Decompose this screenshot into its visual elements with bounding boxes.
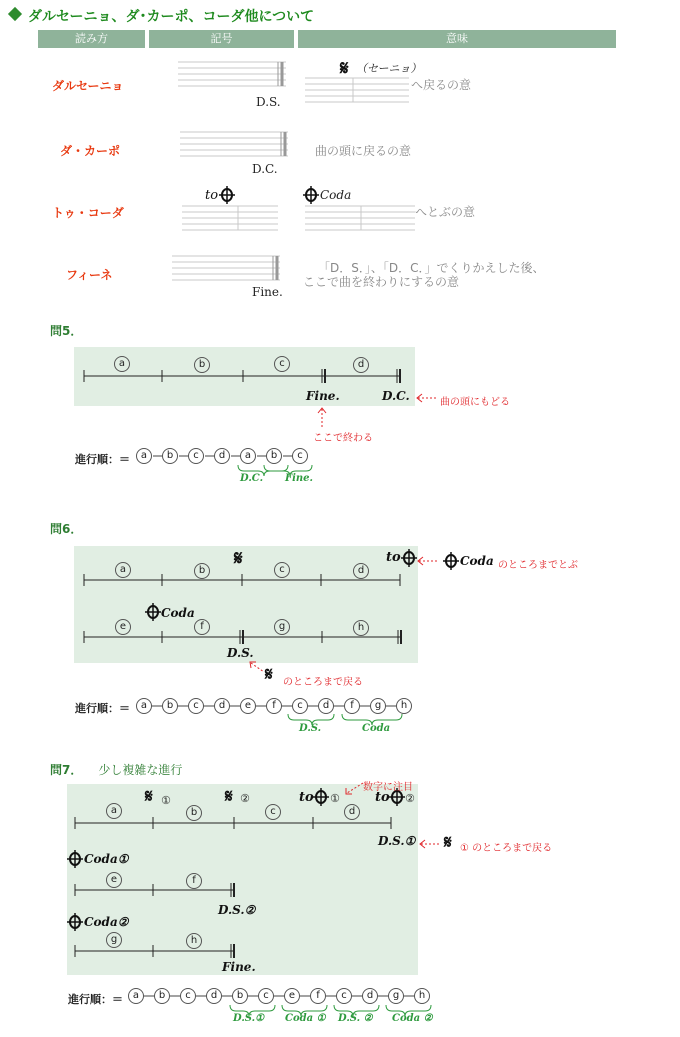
bar-label: d: [353, 357, 369, 373]
segno-icon: 𝄋: [145, 786, 153, 807]
arrow-icon: [316, 405, 328, 431]
arrow-icon: [414, 392, 440, 404]
bar-label: b: [186, 805, 202, 821]
order-item: c: [188, 448, 204, 464]
bar-label: a: [115, 562, 131, 578]
bar-label: a: [114, 356, 130, 372]
staff-dc: [180, 128, 292, 164]
brace-label: D.S.: [299, 723, 322, 734]
dc-label: D.C.: [252, 162, 278, 176]
bar-label: d: [353, 563, 369, 579]
order-item: b: [162, 448, 178, 464]
to-coda-label: to: [386, 550, 401, 565]
fine-label: Fine.: [252, 285, 283, 299]
order-item: c: [292, 698, 308, 714]
bar-label: e: [115, 619, 131, 635]
order-item: a: [136, 448, 152, 464]
term-fine: フィーネ: [66, 268, 113, 282]
staff-coda: [305, 202, 417, 238]
q7-number: 問7．: [50, 763, 83, 777]
order-item: f: [344, 698, 360, 714]
note-segno: のところまで戻る: [283, 677, 363, 688]
coda-label: Coda: [460, 554, 494, 568]
segno-num: ①: [161, 794, 171, 807]
order-item: d: [318, 698, 334, 714]
bar-label: a: [106, 803, 122, 819]
order-item: d: [214, 698, 230, 714]
coda-icon: [67, 913, 83, 931]
note-num: 数字に注目: [363, 782, 413, 793]
dc-mark: D.C.: [382, 389, 410, 403]
order-item: c: [292, 448, 308, 464]
order-item: h: [396, 698, 412, 714]
brace-label: D.S. ②: [338, 1013, 373, 1024]
order-item: h: [414, 988, 430, 1004]
arrow-icon: [343, 780, 365, 796]
coda-icon: [443, 552, 459, 570]
order-item: d: [206, 988, 222, 1004]
segno-icon: 𝄋: [444, 832, 452, 853]
order-label: 進行順：＝: [75, 702, 130, 715]
header-meaning: 意味: [298, 30, 616, 48]
brace-label: D.S.①: [233, 1013, 265, 1024]
to-label: to: [375, 790, 390, 805]
bar-label: c: [265, 804, 281, 820]
brace-label: Coda ①: [285, 1013, 326, 1024]
segno-icon: 𝄋: [225, 786, 233, 807]
bar-label: h: [353, 620, 369, 636]
bar-label: f: [186, 873, 202, 889]
order-item: f: [310, 988, 326, 1004]
segno-icon: 𝄋: [234, 546, 243, 570]
order-item: f: [266, 698, 282, 714]
brace-label: Coda ②: [392, 1013, 433, 1024]
fine-mark: Fine.: [306, 389, 340, 403]
arrow-icon: [248, 660, 266, 674]
bar-label: g: [274, 619, 290, 635]
brace-label: Fine.: [285, 473, 314, 484]
q7-label: [50, 761, 182, 778]
note-dc: 曲の頭にもどる: [440, 397, 510, 408]
term-to-coda: トゥ・コーダ: [52, 206, 124, 220]
staff-fine: [172, 252, 284, 288]
order-item: a: [128, 988, 144, 1004]
ds1-mark: D.S.①: [378, 834, 416, 848]
order-item: d: [214, 448, 230, 464]
arrow-icon: [417, 838, 443, 850]
order-item: e: [240, 698, 256, 714]
q5-label: 問5．: [50, 324, 83, 338]
note-fine: ここで終わる: [313, 433, 373, 444]
bar-label: d: [344, 804, 360, 820]
brace-label: D.C.: [240, 473, 264, 484]
coda2-label: Coda②: [84, 915, 129, 929]
meaning-fine-2: ここで曲を終わりにするの意: [303, 275, 460, 289]
segno-icon: 𝄋: [340, 56, 349, 80]
fine-mark: Fine.: [222, 960, 256, 974]
bar-label: e: [106, 872, 122, 888]
header-reading: 読み方: [38, 30, 145, 48]
staff-to-coda: [182, 202, 280, 238]
to-label: to: [205, 188, 219, 203]
segno-icon: 𝄋: [265, 664, 273, 685]
meaning-ds: へ戻るの意: [411, 78, 472, 92]
bar-label: f: [194, 619, 210, 635]
order-item: c: [188, 698, 204, 714]
coda-label: Coda: [320, 188, 352, 202]
to-num: ①: [330, 792, 340, 805]
coda-label: Coda: [161, 606, 195, 620]
ds2-mark: D.S.②: [218, 903, 256, 917]
bar-label: c: [274, 562, 290, 578]
note-coda: のところまでとぶ: [498, 560, 578, 571]
meaning-dc: 曲の頭に戻るの意: [315, 144, 412, 158]
order-item: b: [232, 988, 248, 1004]
coda-icon: [67, 850, 83, 868]
q7-subtitle: 少し複雑な進行: [98, 763, 183, 777]
note-segno: ① のところまで戻る: [460, 843, 553, 854]
bar-label: b: [194, 563, 210, 579]
term-da-capo: ダ・カーポ: [60, 144, 121, 158]
order-item: e: [284, 988, 300, 1004]
coda-icon: [145, 603, 161, 621]
order-label: 進行順：＝: [68, 993, 123, 1006]
header-symbol: 記号: [149, 30, 294, 48]
order-label: 進行順：＝: [75, 453, 130, 466]
order-item: c: [336, 988, 352, 1004]
ds-mark: D.S.: [227, 646, 254, 660]
brace-label: Coda: [362, 723, 391, 734]
bar-label: g: [106, 932, 122, 948]
to-label: to: [299, 790, 314, 805]
q6-label: 問6．: [50, 522, 83, 536]
order-item: a: [136, 698, 152, 714]
order-item: b: [162, 698, 178, 714]
staff-ds: [178, 58, 290, 98]
page-title: ダルセーニョ、ダ･カーポ、コーダ他について: [28, 9, 315, 25]
order-item: b: [266, 448, 282, 464]
order-item: g: [388, 988, 404, 1004]
staff-segno: [305, 74, 410, 114]
arrow-icon: [415, 555, 441, 567]
order-item: d: [362, 988, 378, 1004]
order-item: g: [370, 698, 386, 714]
meaning-coda: へとぶの意: [415, 205, 476, 219]
order-item: a: [240, 448, 256, 464]
segno-num: ②: [240, 792, 250, 805]
bar-label: c: [274, 356, 290, 372]
meaning-fine-1: 「D．S．」、「D．C．」でくりかえした後、: [318, 261, 545, 275]
term-dal-segno: ダルセーニョ: [52, 79, 124, 93]
bar-label: b: [194, 357, 210, 373]
ds-label: D.S.: [256, 95, 281, 109]
segno-note: （セーニョ）: [356, 62, 422, 75]
order-item: b: [154, 988, 170, 1004]
bar-label: h: [186, 933, 202, 949]
coda1-label: Coda①: [84, 852, 129, 866]
to-num: ②: [405, 792, 415, 805]
diamond-icon: [8, 7, 22, 21]
coda-icon: [313, 788, 329, 806]
order-item: c: [258, 988, 274, 1004]
order-item: c: [180, 988, 196, 1004]
